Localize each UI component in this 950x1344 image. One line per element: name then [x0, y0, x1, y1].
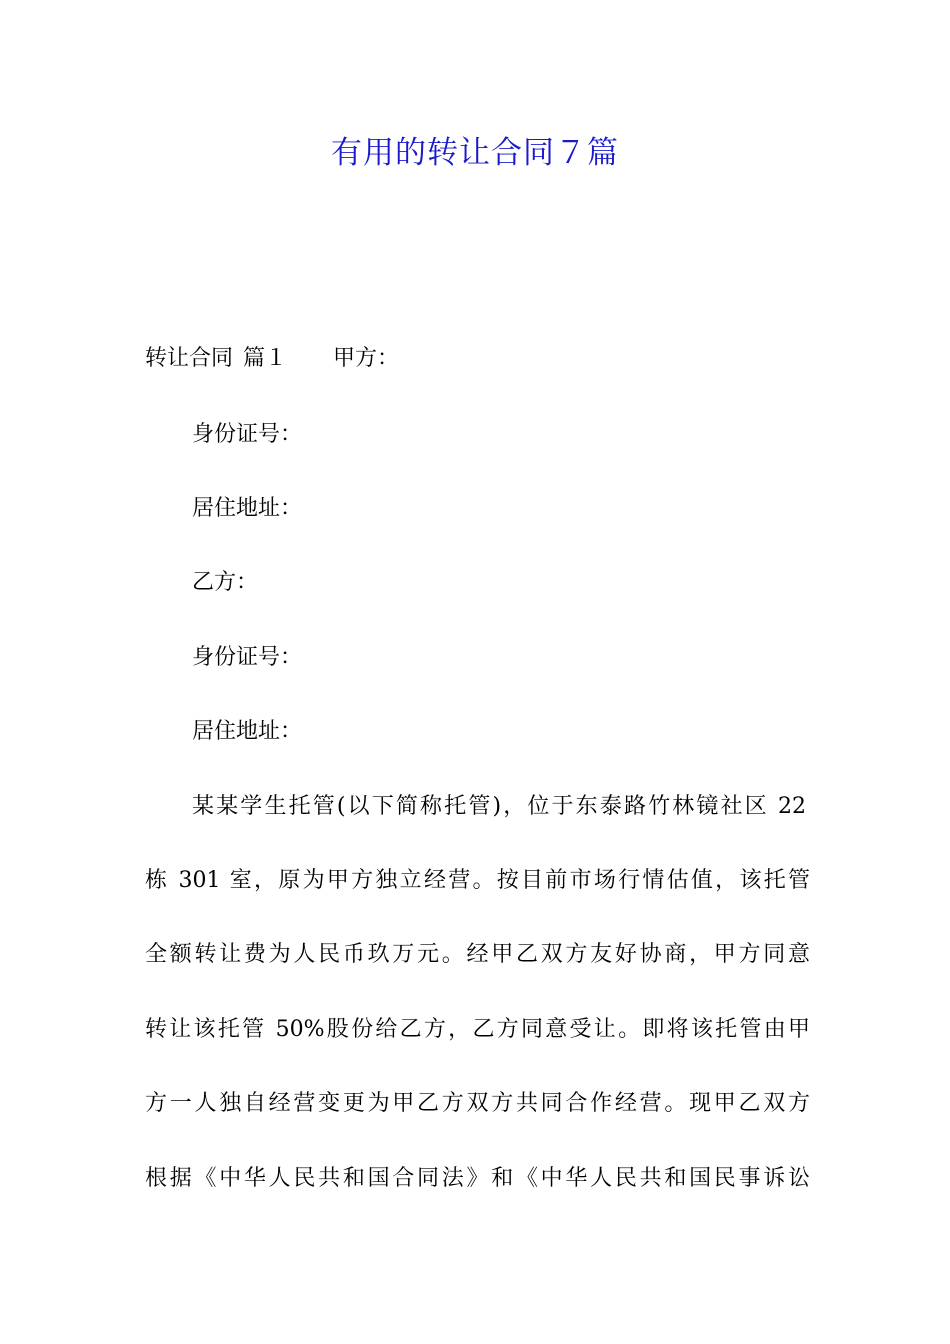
section-heading-line — [145, 344, 810, 374]
party-b-address-label: 居住地址： — [192, 719, 303, 744]
party-a-label: 甲方： — [333, 346, 400, 371]
document-title: 有用的转让合同７篇 — [331, 135, 619, 171]
party-a-id-label: 身份证号： — [192, 422, 303, 447]
body-line: 转让该托管 50%股份给乙方，乙方同意受让。即将该托管由甲 — [145, 1017, 810, 1042]
party-a-address-label: 居住地址： — [192, 496, 303, 521]
party-b-label: 乙方： — [192, 570, 259, 595]
body-line: 栋 301 室，原为甲方独立经营。按目前市场行情估值，该托管 — [145, 868, 810, 893]
section-number: 篇１ — [243, 346, 288, 371]
body-line: 全额转让费为人民币玖万元。经甲乙双方友好协商，甲方同意 — [145, 942, 810, 967]
body-line: 某某学生托管(以下简称托管)，位于东泰路竹林镜社区 22 — [192, 794, 806, 819]
section-label: 转让合同 — [145, 346, 234, 371]
body-line: 方一人独自经营变更为甲乙方双方共同合作经营。现甲乙双方 — [145, 1091, 810, 1116]
body-line: 根据《中华人民共和国合同法》和《中华人民共和国民事诉讼 — [145, 1166, 810, 1191]
party-b-id-label: 身份证号： — [192, 645, 303, 670]
